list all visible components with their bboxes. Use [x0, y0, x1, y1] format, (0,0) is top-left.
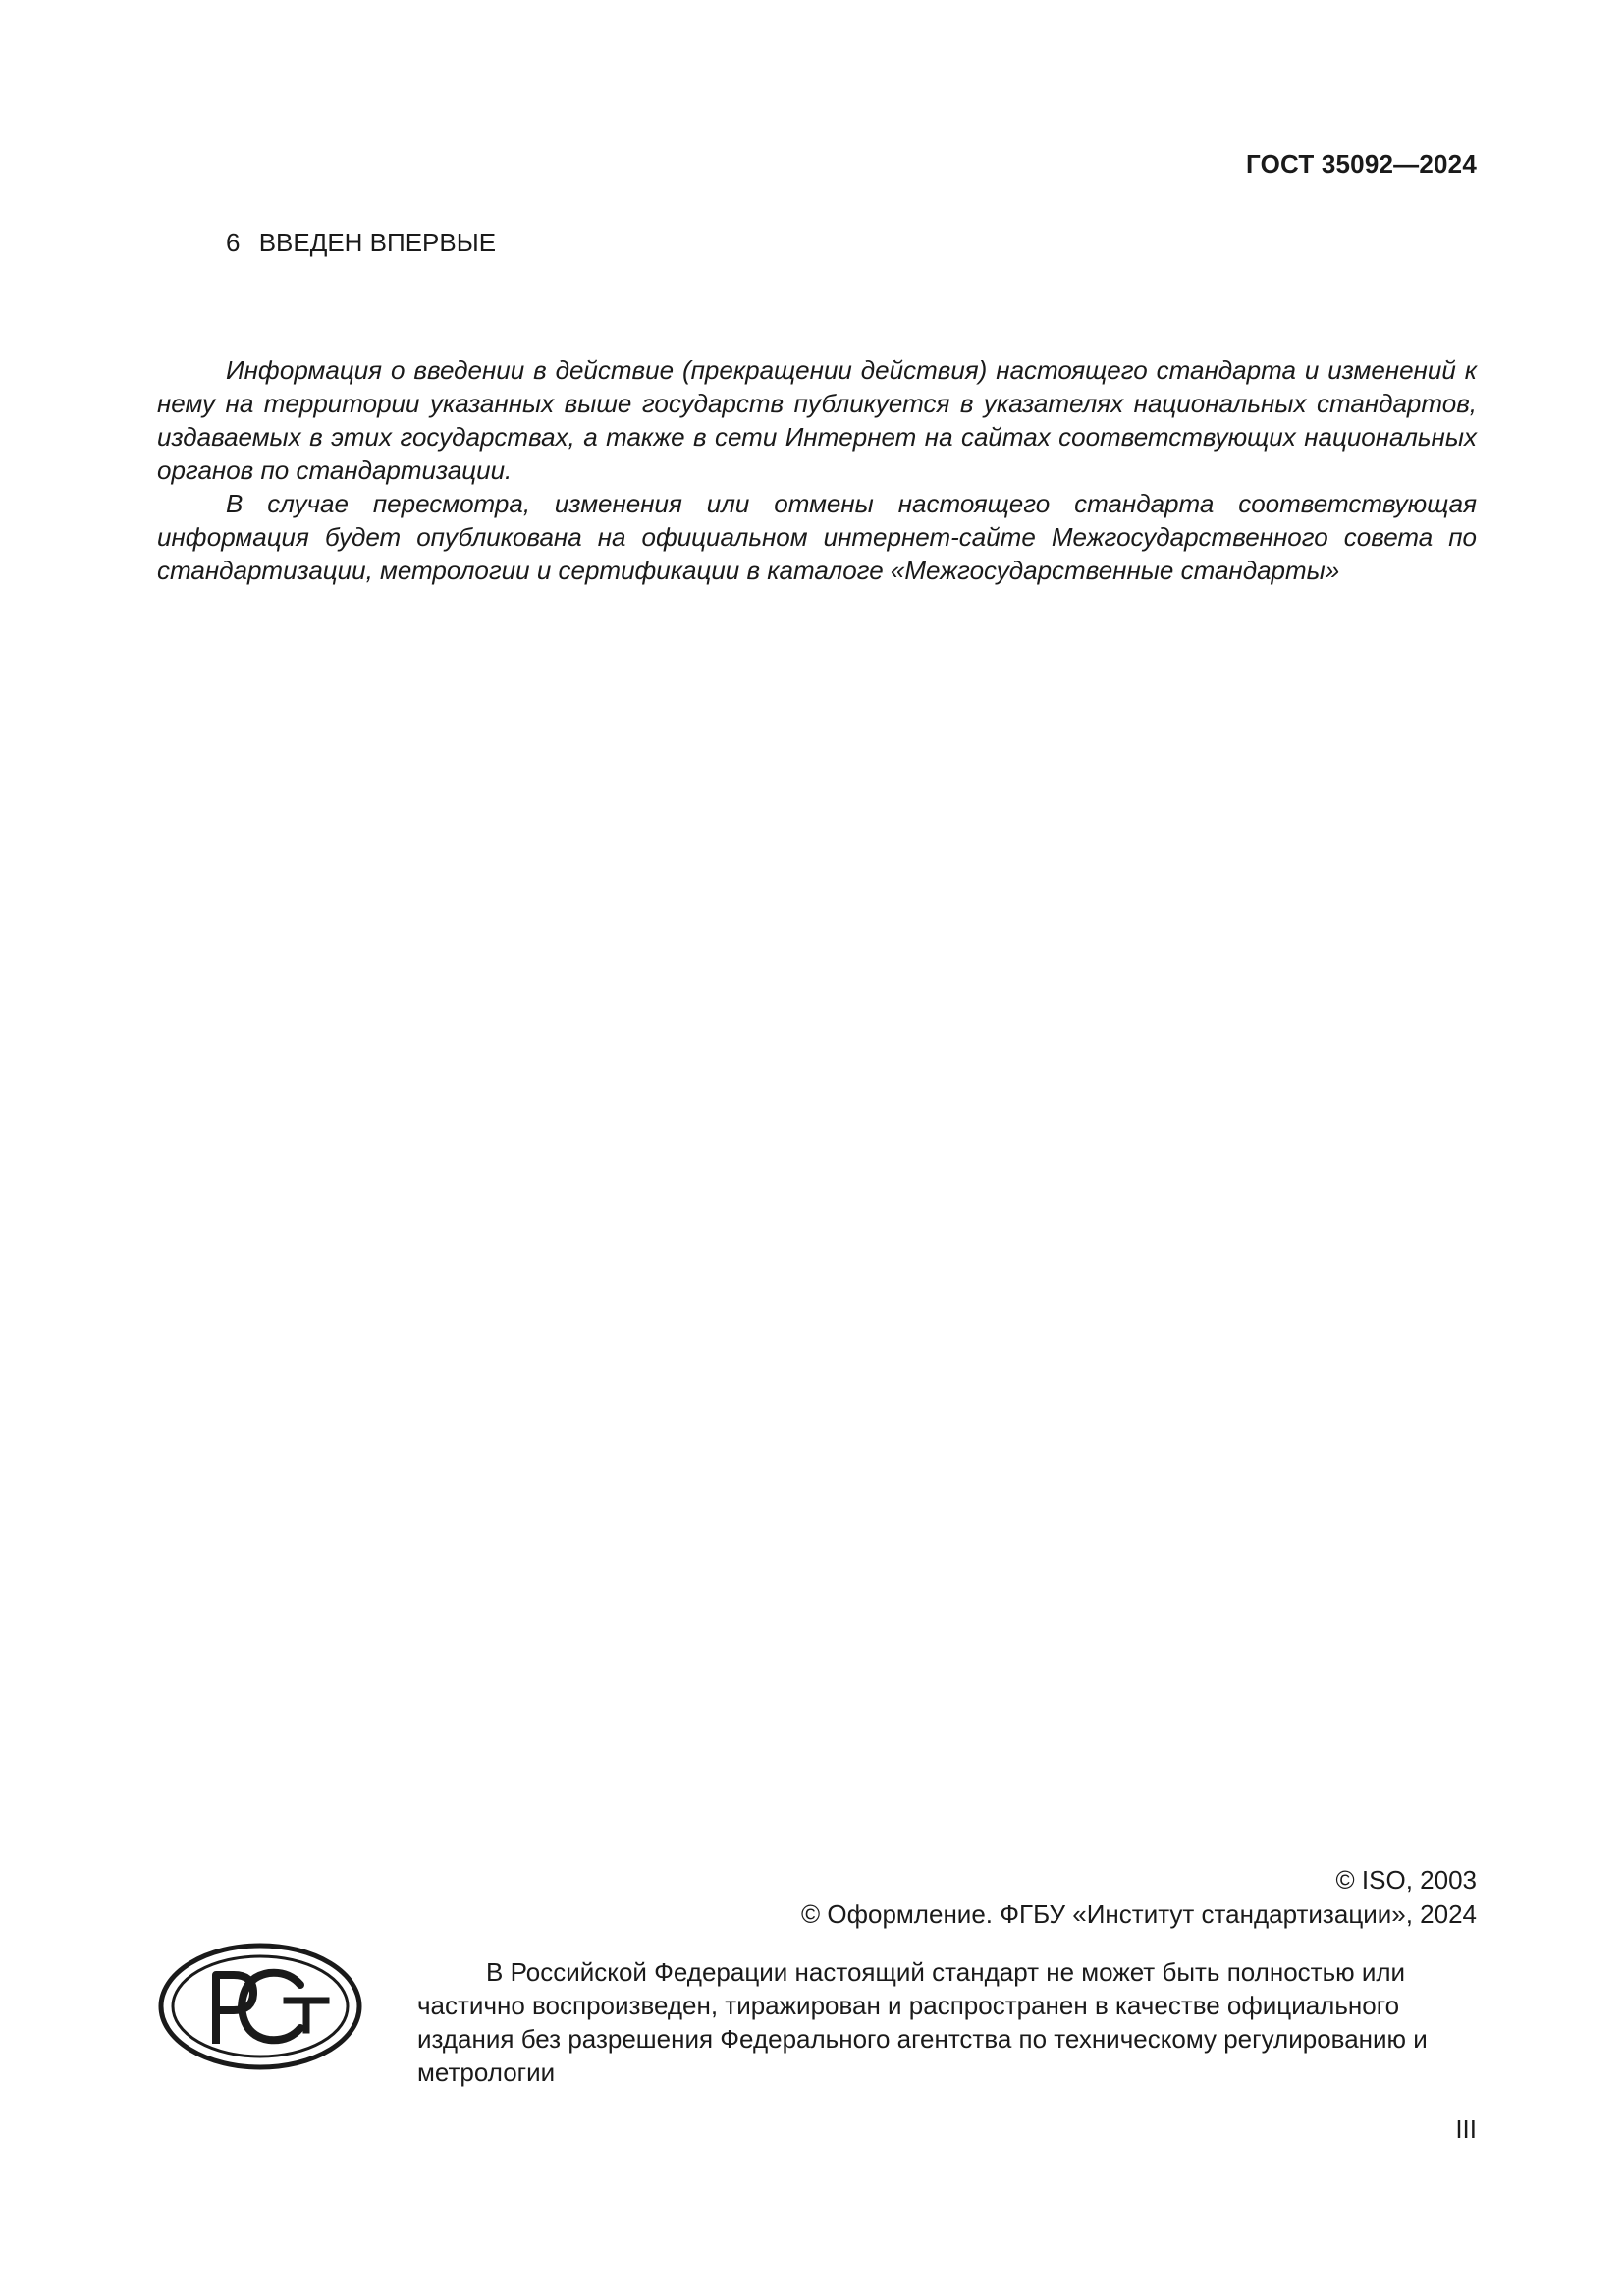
notice-paragraph-2: В случае пересмотра, изменения или отмены настоящего стандарта соответствующая информация будет опубликована на официальном интернет-сайте Межгосударственного совета по стандартизации, метрологии и сертификации в каталоге «Межгосударственные стандарты» [157, 489, 1477, 585]
section-number: 6 [226, 228, 241, 257]
rights-text: В Российской Федерации настоящий стандарт не может быть полностью или частично воспроизведен, тиражирован и распространен в качестве официального издания без разрешения Федерального агентства по техническому регулированию и метрологии [417, 1957, 1428, 2087]
rights-notice [417, 1955, 1478, 2089]
page-number: III [1455, 2114, 1477, 2144]
document-code: ГОСТ 35092—2024 [1246, 149, 1477, 179]
copyright-design: © Оформление. ФГБУ «Институт стандартизации», 2024 [801, 1899, 1477, 1929]
notice-block [157, 353, 1477, 587]
notice-paragraph-1: Информация о введении в действие (прекращении действия) настоящего стандарта и изменений к нему на территории указанных выше государств публикуется в указателях национальных стандартов, издаваемых в этих государствах, а также в сети Интернет на сайтах соответствующих национальных органов по стандартизации. [157, 355, 1477, 485]
rst-logo-icon [157, 1942, 363, 2071]
copyright-block [801, 1863, 1477, 1932]
section-text: ВВЕДЕН ВПЕРВЫЕ [258, 228, 497, 257]
copyright-iso: © ISO, 2003 [1335, 1865, 1477, 1895]
section-item-6 [226, 228, 496, 258]
